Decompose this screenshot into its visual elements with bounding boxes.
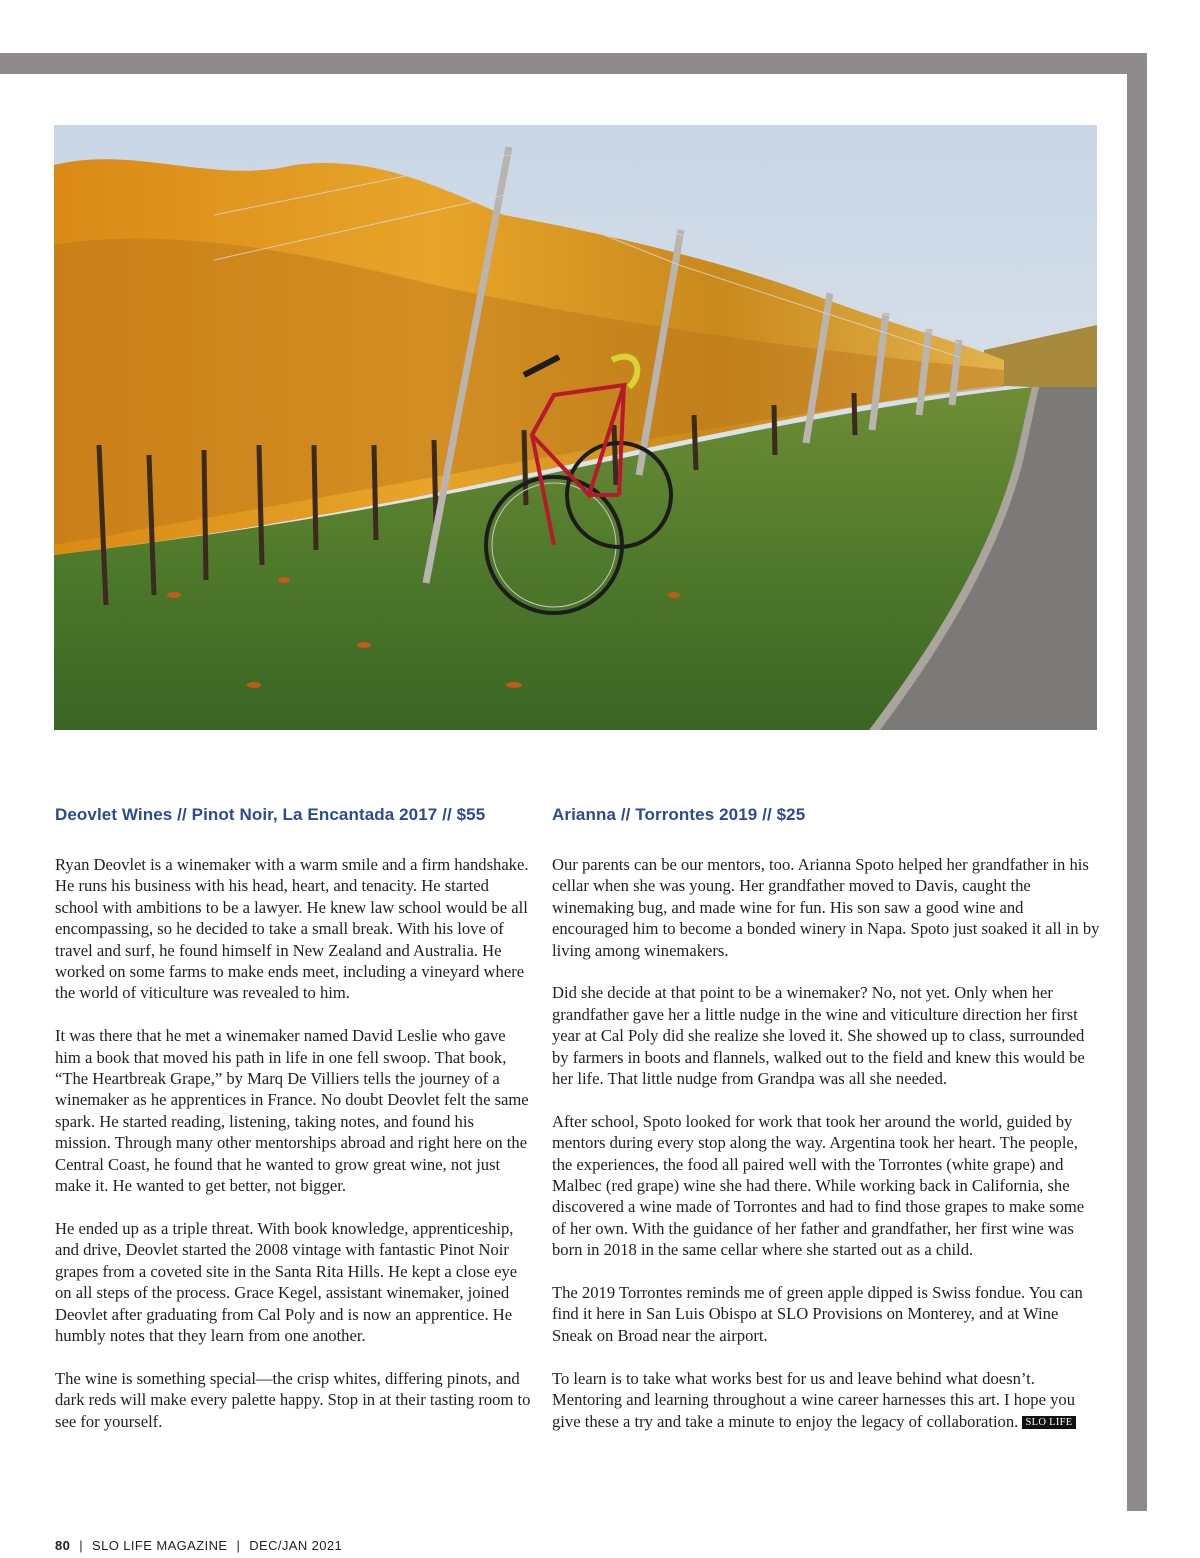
slo-life-end-mark: SLO LIFE bbox=[1022, 1416, 1075, 1429]
issue-date: DEC/JAN 2021 bbox=[249, 1538, 343, 1553]
article-column-left bbox=[55, 804, 533, 1453]
vineyard-illustration bbox=[54, 125, 1097, 730]
wine-heading-arianna: Arianna // Torrontes 2019 // $25 bbox=[552, 805, 806, 824]
magazine-name: SLO LIFE MAGAZINE bbox=[92, 1538, 228, 1553]
article-paragraph: He ended up as a triple threat. With book knowledge, apprenticeship, and drive, Deovlet started the 2008 vintage with fantastic Pinot Noir grapes from a coveted site in the Santa Rita Hills. He kept a close eye on all steps of the process. Grace Kegel, assistant winemaker, joined Deovlet after graduating from Cal Poly and is now an apprentice. He humbly notes that they learn from one another. bbox=[55, 1218, 518, 1345]
footer-separator: | bbox=[79, 1538, 84, 1553]
article-column-right bbox=[552, 804, 1102, 1453]
vineyard-bicycle-photo bbox=[54, 125, 1097, 730]
article-paragraph: After school, Spoto looked for work that took her around the world, guided by mentors during every stop along the way. Argentina took her heart. The people, the experiences, the food all paired well with the Torrontes (white grape) and Malbec (red grape) wine she had there. While working back in California, she discovered a wine made of Torrontes and had to find those grapes to make some of her own. With the guidance of her father and grandfather, her first wine was born in 2018 in the same cellar where she started out as a child. bbox=[552, 1111, 1085, 1260]
article-paragraph: The 2019 Torrontes reminds me of green apple dipped is Swiss fondue. You can find it here in San Luis Obispo at SLO Provisions on Monterey, and at Wine Sneak on Broad near the airport. bbox=[552, 1283, 1083, 1345]
article-paragraph: Ryan Deovlet is a winemaker with a warm smile and a firm handshake. He runs his business with his head, heart, and tenacity. He started school with ambitions to be a lawyer. He knew law school would be all encompassing, so he decided to take a small break. With his love of travel and surf, he found himself in New Zealand and Australia. He worked on some farms to make ends meet, including a vineyard where the world of viticulture was revealed to him. bbox=[55, 855, 529, 1003]
page-frame-top bbox=[0, 53, 1147, 74]
footer-separator: | bbox=[236, 1538, 241, 1553]
page-number: 80 bbox=[55, 1538, 71, 1553]
article-paragraph-last bbox=[552, 1368, 1102, 1432]
article-paragraph: Our parents can be our mentors, too. Arianna Spoto helped her grandfather in his cellar when she was young. Her grandfather moved to Davis, caught the winemaking bug, and made wine for fun. His son saw a good wine and encouraged him to become a bonded winery in Napa. Spoto just soaked it all in by living among winemakers. bbox=[552, 855, 1100, 960]
wine-heading-deovlet: Deovlet Wines // Pinot Noir, La Encantada 2017 // $55 bbox=[55, 805, 486, 824]
article-paragraph: The wine is something special—the crisp whites, differing pinots, and dark reds will make every palette happy. Stop in at their tasting room to see for yourself. bbox=[55, 1368, 531, 1431]
page-frame-right bbox=[1127, 53, 1147, 1511]
article-paragraph: It was there that he met a winemaker named David Leslie who gave him a book that moved his path in life in one fell swoop. That book, “The Heartbreak Grape,” by Marq De Villiers tells the journey of a winemaker as he apprentices in France. No doubt Deovlet felt the same spark. He started reading, listening, taking notes, and found his mission. Through many other mentorships abroad and right here on the Central Coast, he found that he wanted to grow great wine, not just make it. He wanted to get better, not bigger. bbox=[55, 1026, 529, 1196]
article-paragraph-text: To learn is to take what works best for us and leave behind what doesn’t. Mentoring and learning throughout a wine career harnesses this art. I hope you give these a try and take a minute to enjoy the legacy of collaboration. bbox=[552, 1368, 1076, 1431]
article-paragraph: Did she decide at that point to be a winemaker? No, not yet. Only when her grandfather gave her a little nudge in the wine and viticulture direction her first year at Cal Poly did she realize she loved it. She showed up to class, surrounded by farmers in boots and flannels, walked out to the field and knew this would be her life. That little nudge from Grandpa was all she needed. bbox=[552, 983, 1085, 1089]
page-footer bbox=[55, 1538, 342, 1554]
